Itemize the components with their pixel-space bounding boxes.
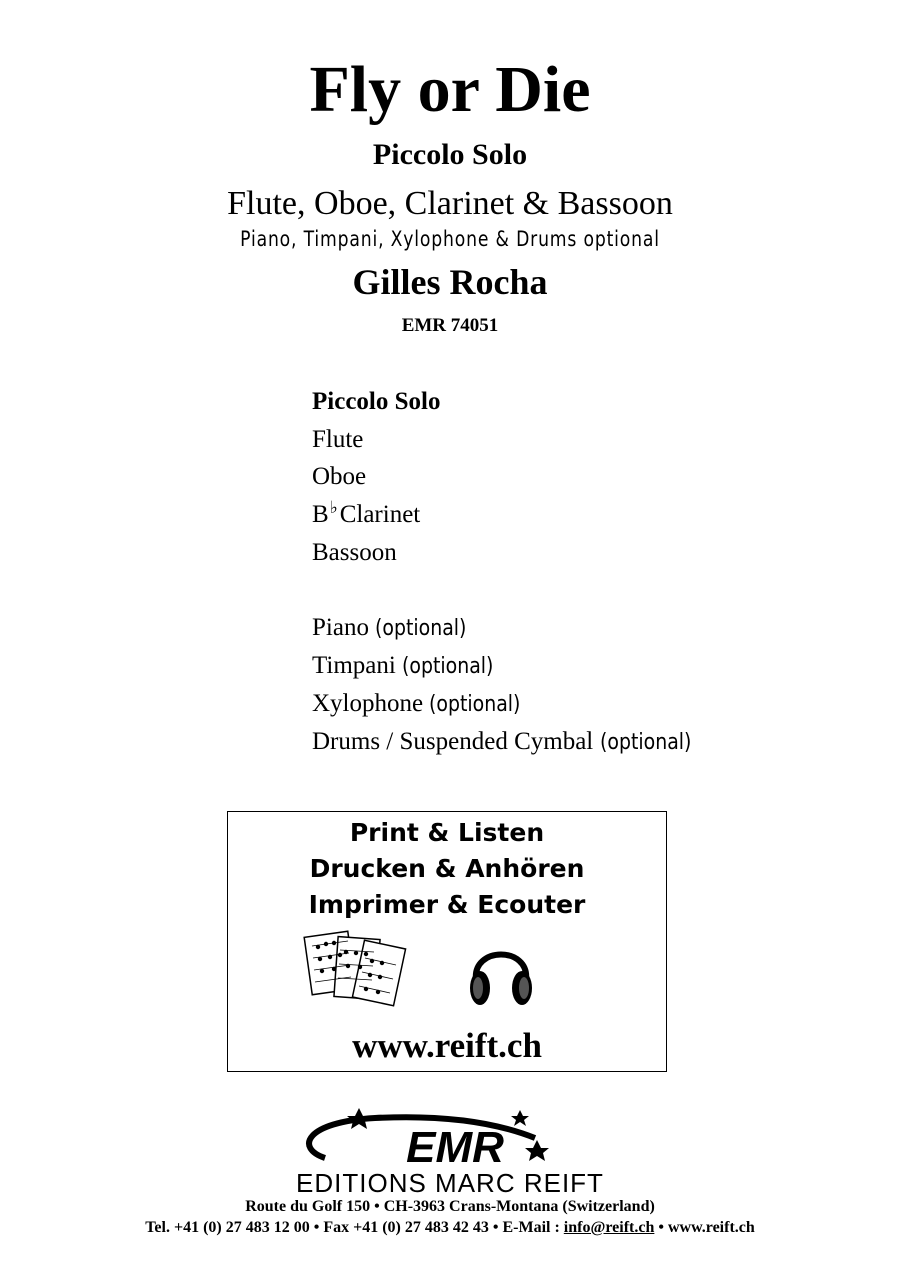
sheet-music-icon <box>300 930 410 1010</box>
ensemble-line: Flute, Oboe, Clarinet & Bassoon <box>227 185 673 222</box>
promo-line-english: Print & Listen <box>349 818 545 847</box>
part-item: Xylophone (optional) <box>312 689 521 717</box>
print-listen-box <box>227 811 667 1072</box>
part-item: Piano (optional) <box>312 614 467 642</box>
score-title: Fly or Die <box>309 53 591 126</box>
publisher-contact: Tel. +41 (0) 27 483 12 00 • Fax +41 (0) 27 483 42 43 • E-Mail : info@reift.ch • www.reift.ch <box>145 1219 755 1236</box>
part-item: B♭Clarinet <box>312 498 421 529</box>
parts-list <box>312 383 832 760</box>
promo-line-german: Drucken & Anhören <box>309 854 585 883</box>
headphones-icon <box>466 932 536 1010</box>
promo-line-french: Imprimer & Ecouter <box>308 890 586 919</box>
part-item: Oboe <box>312 463 367 491</box>
flat-sign: ♭ <box>329 498 338 518</box>
optional-instruments-line: Piano, Timpani, Xylophone & Drums optional <box>240 227 660 251</box>
promo-website[interactable]: www.reift.ch <box>352 1026 542 1065</box>
svg-text:EDITIONS MARC REIFT: EDITIONS MARC REIFT <box>296 1168 604 1198</box>
score-subtitle: Piccolo Solo <box>372 138 528 171</box>
part-item: Flute <box>312 425 364 453</box>
part-item: Piccolo Solo <box>312 388 441 415</box>
svg-text:EMR: EMR <box>406 1123 504 1172</box>
part-item: Bassoon <box>312 538 397 566</box>
part-item: Timpani (optional) <box>312 652 494 680</box>
catalog-number: EMR 74051 <box>401 315 499 336</box>
part-item: Drums / Suspended Cymbal (optional) <box>312 727 691 755</box>
email-link[interactable]: info@reift.ch <box>563 1219 655 1236</box>
emr-logo <box>255 1108 645 1198</box>
publisher-address: Route du Golf 150 • CH-3963 Crans-Montana (Switzerland) <box>245 1198 655 1215</box>
composer-name: Gilles Rocha <box>352 262 548 302</box>
